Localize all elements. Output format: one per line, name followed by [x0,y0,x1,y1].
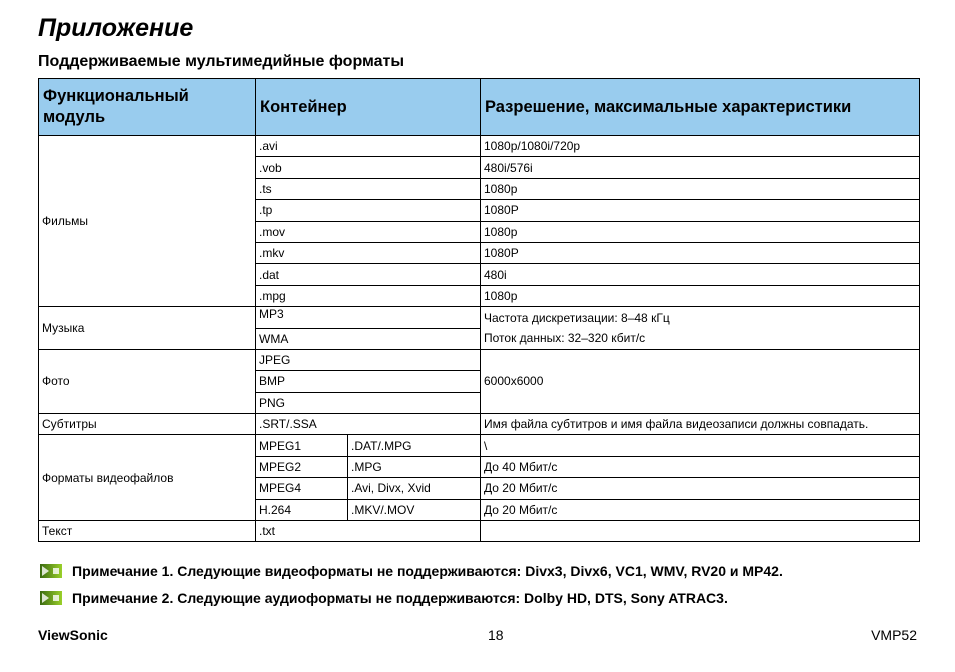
formats-table [38,78,920,542]
container-cell: .mkv [256,242,481,263]
container-cell: PNG [256,392,481,413]
section-title: Поддерживаемые мультимедийные форматы [38,53,405,70]
module-cell: Субтитры [39,414,256,435]
page-title: Приложение [38,14,194,42]
container-cell: JPEG [256,349,481,370]
note-arrow-icon [40,564,62,578]
spec-cell: 1080p [481,221,920,242]
container-cell: WMA [256,328,481,349]
container-cell: .mpg [256,285,481,306]
spec-cell: 1080p [481,178,920,199]
table-row [39,307,920,328]
container-cell: BMP [256,371,481,392]
container-cell: .mov [256,221,481,242]
container-cell: .tp [256,200,481,221]
table-row [39,435,920,456]
spec-cell: 1080P [481,242,920,263]
spec-cell: 480i/576i [481,157,920,178]
spec-cell: До 40 Мбит/с [481,456,920,477]
codec-cell: H.264 [256,499,348,520]
note-2 [40,590,728,606]
module-cell: Фильмы [39,136,256,307]
spec-cell: 1080p/1080i/720p [481,136,920,157]
spec-cell: 1080P [481,200,920,221]
spec-cell: Имя файла субтитров и имя файла видеозаписи должны совпадать. [481,414,920,435]
note-1 [40,563,783,579]
codec-cell: MPEG1 [256,435,348,456]
spec-line: Частота дискретизации: 8–48 кГц [484,311,670,326]
module-cell: Текст [39,521,256,542]
codec-cell: MPEG2 [256,456,348,477]
spec-cell: \ [481,435,920,456]
note-text: Примечание 1. Следующие видеоформаты не поддерживаются: Divx3, Divx6, VC1, WMV, RV20 и MP42. [72,563,783,579]
header-spec: Разрешение, максимальные характеристики [481,79,920,136]
container-cell: .avi [256,136,481,157]
codec-cell: MPEG4 [256,478,348,499]
container-cell: .MKV/.MOV [348,499,481,520]
module-cell: Фото [39,349,256,413]
table-row [39,349,920,370]
table-row [39,136,920,157]
container-cell: .Avi, Divx, Xvid [348,478,481,499]
spec-cell: 6000x6000 [481,349,920,413]
note-text: Примечание 2. Следующие аудиоформаты не поддерживаются: Dolby HD, DTS, Sony ATRAC3. [72,590,728,606]
spec-line: Поток данных: 32–320 кбит/с [484,331,646,346]
module-cell: Форматы видеофайлов [39,435,256,521]
table-row [39,521,920,542]
page-number: 18 [488,627,504,643]
container-cell: .ts [256,178,481,199]
container-cell: .MPG [348,456,481,477]
module-cell: Музыка [39,307,256,350]
container-cell: .SRT/.SSA [256,414,481,435]
note-arrow-icon [40,591,62,605]
container-cell: .DAT/.MPG [348,435,481,456]
spec-cell [481,521,920,542]
container-cell: .dat [256,264,481,285]
header-module: Функциональный модуль [39,79,256,136]
spec-cell [481,307,920,350]
spec-cell: 1080p [481,285,920,306]
table-row [39,414,920,435]
spec-cell: 480i [481,264,920,285]
spec-cell: До 20 Мбит/с [481,499,920,520]
container-cell: .txt [256,521,481,542]
container-cell: MP3 [256,307,481,328]
container-cell: .vob [256,157,481,178]
footer-model: VMP52 [871,627,917,643]
table-header [39,79,920,136]
footer-brand: ViewSonic [38,627,108,643]
header-container: Контейнер [256,79,481,136]
spec-cell: До 20 Мбит/с [481,478,920,499]
